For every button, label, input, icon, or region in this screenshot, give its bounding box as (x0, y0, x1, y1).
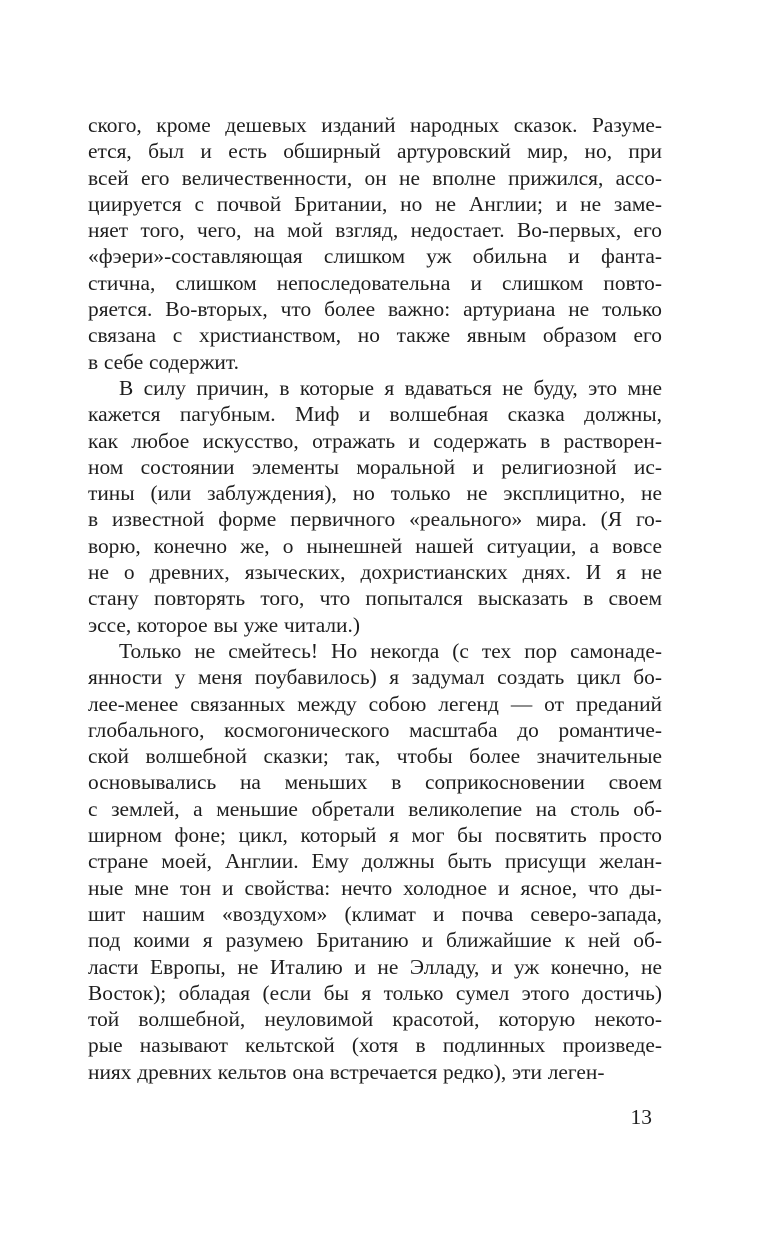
text-line: «фэери»-составляющая слишком уж обильна и фанта- (88, 244, 662, 269)
text-line: стична, слишком непоследовательна и слишком повто- (88, 270, 662, 295)
text-line: связана с христианством, но также явным образом его (88, 323, 662, 348)
text-line: В силу причин, в которые я вдаваться не буду, это мне (119, 375, 662, 400)
text-line: ской волшебной сказки; так, чтобы более значительные (88, 744, 662, 769)
text-line: Восток); обладая (если бы я только сумел этого достичь) (88, 980, 662, 1005)
text-line: кажется пагубным. Миф и волшебная сказка должны, (88, 402, 662, 427)
text-line: той волшебной, неуловимой красотой, которую некото- (88, 1007, 662, 1032)
text-line: Только не смейтесь! Но некогда (с тех пор самонаде- (119, 638, 662, 663)
paragraph (88, 638, 662, 1085)
text-line: ные мне тон и свойства: нечто холодное и ясное, что ды- (88, 875, 662, 900)
paragraph (88, 112, 662, 375)
text-block (88, 112, 662, 1085)
text-line: стране моей, Англии. Ему должны быть присущи желан- (88, 849, 662, 874)
text-line: ширном фоне; цикл, который я мог бы посвятить просто (88, 823, 662, 848)
text-line: рые называют кельтской (хотя в подлинных произведе- (88, 1033, 662, 1058)
text-line: стану повторять того, что попытался высказать в своем (88, 586, 662, 611)
text-line: ряется. Во-вторых, что более важно: артуриана не только (88, 297, 662, 322)
text-line: ниях древних кельтов она встречается редко), эти леген- (88, 1059, 605, 1084)
text-line: эссе, которое вы уже читали.) (88, 612, 360, 637)
text-line: ется, был и есть обширный артуровский мир, но, при (88, 139, 662, 164)
text-line: с землей, а меньшие обретали великолепие на столь об- (88, 796, 662, 821)
paragraph (88, 375, 662, 638)
text-line: всей его величественности, он не вполне прижился, ассо- (88, 165, 662, 190)
text-line: не о древних, языческих, дохристианских днях. И я не (88, 560, 662, 585)
text-line: ласти Европы, не Италию и не Элладу, и уж конечно, не (88, 954, 662, 979)
text-line: тины (или заблуждения), но только не эксплицитно, не (88, 481, 662, 506)
text-line: ворю, конечно же, о нынешней нашей ситуации, а вовсе (88, 533, 662, 558)
text-line: в известной форме первичного «реального» мира. (Я го- (88, 507, 662, 532)
text-line: под коими я разумею Британию и ближайшие к ней об- (88, 928, 662, 953)
page-number: 13 (630, 1105, 652, 1129)
text-line: ского, кроме дешевых изданий народных сказок. Разуме- (88, 113, 662, 137)
text-line: лее-менее связанных между собою легенд — от преданий (88, 691, 662, 716)
text-line: янности у меня поубавилось) я задумал создать цикл бо- (88, 665, 662, 690)
text-line: основывались на меньших в соприкосновении своем (88, 770, 662, 795)
text-line: глобального, космогонического масштаба до романтиче- (88, 717, 662, 742)
text-line: шит нашим «воздухом» (климат и почва северо-запада, (88, 901, 662, 926)
text-line: циируется с почвой Британии, но не Англии; и не заме- (88, 191, 662, 216)
text-line: няет того, чего, на мой взгляд, недостает. Во-первых, его (88, 218, 662, 243)
text-line: ном состоянии элементы моральной и религиозной ис- (88, 454, 662, 479)
text-line: в себе содержит. (88, 349, 239, 374)
text-line: как любое искусство, отражать и содержать в растворен- (88, 428, 662, 453)
